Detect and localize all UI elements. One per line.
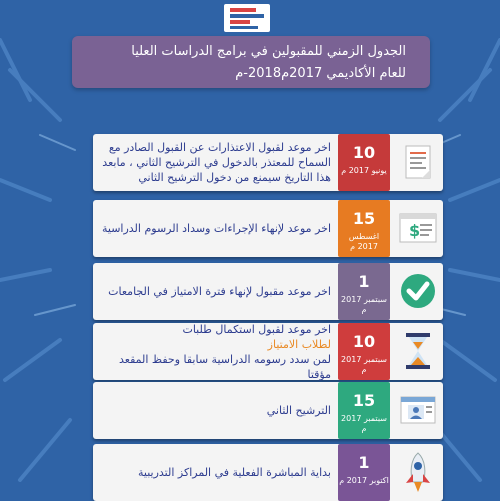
date-day: 10 xyxy=(352,332,376,351)
date-box xyxy=(338,444,390,501)
document-icon xyxy=(396,140,440,184)
rocket-icon xyxy=(396,450,440,494)
timeline-row xyxy=(93,444,443,501)
row-description: اخر موعد لقبول الاعتذارات عن القبول الصادر مع السماح للمعتذر بالدخول في الترشيح الثاني ، مابعد هذا التاريخ سيمنع من دخول الترشيح الثاني xyxy=(102,141,331,184)
date-month: سبتمبر 2017 م xyxy=(341,414,387,433)
date-day: 1 xyxy=(358,272,370,291)
row-description: اخر موعد لإنهاء الإجراءات وسداد الرسوم الدراسية xyxy=(101,222,331,235)
row-description: بداية المباشرة الفعلية في المراكز التدريبية xyxy=(138,466,331,479)
date-day: 1 xyxy=(358,453,370,472)
invoice-dollar-icon xyxy=(396,206,440,250)
date-month: يونيو 2017 م xyxy=(341,166,387,175)
logo-icon xyxy=(224,4,270,32)
checkmark-icon xyxy=(396,269,440,313)
date-month: سبتمبر 2017 م xyxy=(341,295,387,314)
svg-text:$: $ xyxy=(409,221,421,240)
timeline-row xyxy=(93,200,443,257)
timeline-row xyxy=(93,263,443,320)
date-box xyxy=(338,134,390,191)
title-line-2: للعام الأكاديمي 2017م2018-م xyxy=(235,66,406,81)
title-line-1: الجدول الزمني للمقبولين في برامج الدراسات العليا xyxy=(131,44,406,59)
row-description: اخر موعد مقبول لإنهاء فترة الامتياز في الجامعات xyxy=(108,285,331,298)
timeline-row xyxy=(93,382,443,439)
hourglass-icon xyxy=(396,329,440,373)
date-day: 10 xyxy=(352,143,376,162)
date-day: 15 xyxy=(352,209,376,228)
date-box xyxy=(338,200,390,257)
date-month: اغسطس 2017 م xyxy=(348,232,380,251)
row-description: الترشيح الثاني xyxy=(266,404,331,417)
date-box xyxy=(338,263,390,320)
row-description: اخر موعد لقبول استكمال طلبات لطلاب الامتياز لمن سدد رسومه الدراسية سابقا وحفظ المقعد مؤقتا xyxy=(101,323,331,380)
timeline-row xyxy=(93,323,443,380)
id-card-icon xyxy=(396,388,440,432)
date-month: سبتمبر 2017 م xyxy=(341,355,387,374)
date-box xyxy=(338,323,390,380)
highlight-text: لطلاب الامتياز xyxy=(267,337,331,351)
date-box xyxy=(338,382,390,439)
date-month: اكتوبر 2017 م xyxy=(339,476,389,485)
title-banner xyxy=(72,36,430,88)
timeline-row xyxy=(93,134,443,191)
date-day: 15 xyxy=(352,391,376,410)
